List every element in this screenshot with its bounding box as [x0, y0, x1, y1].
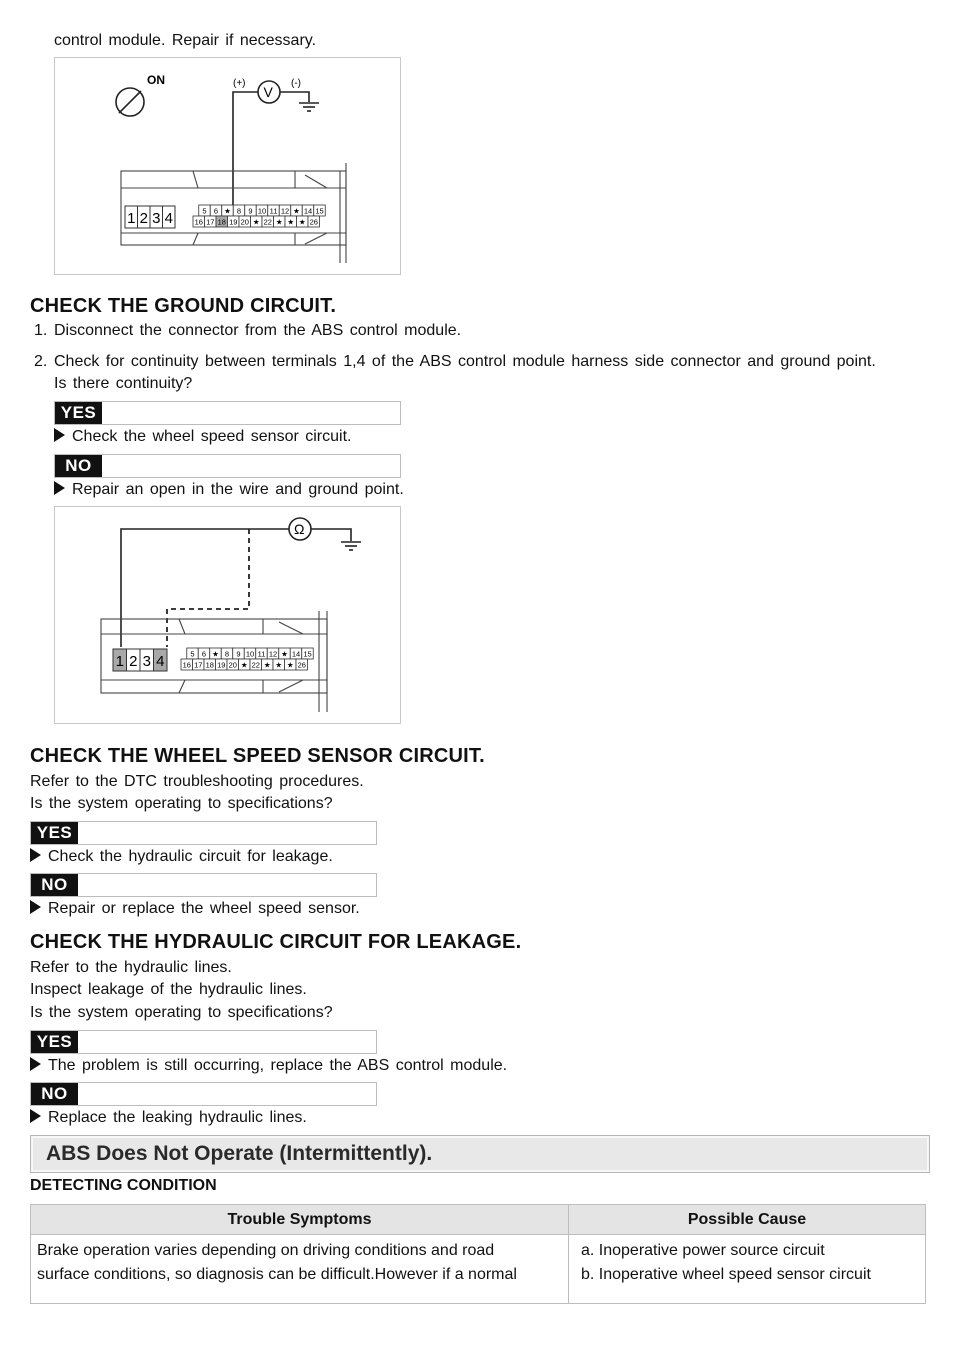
pin-label: 4: [164, 210, 173, 227]
pin-label: 19: [229, 217, 238, 227]
col-header-cause: Possible Cause: [569, 1205, 926, 1235]
yes-action: Check the hydraulic circuit for leakage.: [30, 847, 333, 867]
ground-symbol-icon: [341, 542, 361, 550]
yes-bar: [54, 401, 401, 425]
pin-label: 3: [142, 653, 151, 670]
cause-item: a. Inoperative power source circuit: [581, 1242, 825, 1259]
pin-label: ★: [275, 217, 283, 227]
arrow-right-icon: [30, 1057, 41, 1071]
pin-label: 9: [248, 206, 253, 216]
pin-label: ★: [286, 660, 294, 670]
pin-label: ★: [224, 206, 231, 216]
detecting-label: DETECTING CONDITION: [30, 1177, 217, 1194]
pin-label: 20: [228, 660, 237, 670]
step-number: 1.: [34, 322, 48, 339]
svg-text:V: V: [263, 84, 273, 100]
pin-label: 12: [280, 206, 290, 216]
svg-text:Ω: Ω: [294, 521, 305, 537]
pin-label: ★: [293, 206, 300, 216]
yes-bar: [30, 821, 377, 845]
pin-label: ★: [240, 660, 248, 670]
continuity-check-svg: [55, 507, 400, 723]
section-banner: [30, 1135, 930, 1173]
cause-item: b. Inoperative wheel speed sensor circuit: [581, 1266, 871, 1283]
pin-block-large: [125, 206, 175, 228]
pin-label: 5: [190, 649, 195, 659]
pin-label: 22: [263, 217, 272, 227]
pin-label: 16: [182, 660, 191, 670]
causes-cell: [569, 1235, 926, 1304]
arrow-right-icon: [30, 900, 41, 914]
pin-label: 2: [139, 210, 148, 227]
ground-circuit-heading: CHECK THE GROUND CIRCUIT.: [30, 295, 337, 317]
pin-block-large: [113, 649, 167, 671]
pin-label: 3: [152, 210, 161, 227]
continuity-check-diagram: [54, 506, 401, 724]
pin-label: 11: [269, 206, 278, 216]
no-action: Replace the leaking hydraulic lines.: [30, 1108, 307, 1128]
pin-label: ★: [263, 660, 271, 670]
yes-badge: YES: [31, 1031, 78, 1053]
no-bar: [30, 1082, 377, 1106]
pin-label: ★: [252, 217, 260, 227]
pin-label: 15: [303, 649, 312, 659]
pin-label: 10: [245, 649, 255, 659]
yes-badge: YES: [31, 822, 78, 844]
pin-label: 14: [303, 206, 313, 216]
pin-label: ★: [298, 217, 306, 227]
arrow-right-icon: [30, 848, 41, 862]
col-header-symptoms: Trouble Symptoms: [31, 1205, 569, 1235]
pin-label: 4: [156, 653, 165, 670]
plus-label: (+): [233, 78, 246, 89]
voltage-check-svg: [55, 58, 400, 274]
pin-label: 5: [202, 206, 207, 216]
yes-action: The problem is still occurring, replace the ABS control module.: [30, 1056, 507, 1076]
pin-label: 1: [127, 210, 136, 227]
pin-label: 22: [251, 660, 260, 670]
no-bar: [54, 454, 401, 478]
arrow-right-icon: [54, 428, 65, 442]
table-row: [31, 1235, 926, 1304]
body-text: Refer to the hydraulic lines.: [30, 959, 232, 976]
pin-label: 10: [257, 206, 267, 216]
pin-label: 9: [236, 649, 241, 659]
body-text: Is the system operating to specifications?: [30, 1004, 333, 1021]
pin-block-small: [193, 205, 325, 227]
question-text: Is there continuity?: [54, 375, 193, 392]
pin-label: ★: [281, 649, 288, 659]
pin-label: 6: [213, 206, 219, 216]
step-text: Check for continuity between terminals 1,4 of the ABS control module harness side connector and ground point.: [54, 353, 876, 370]
pin-label: 17: [206, 217, 215, 227]
wheel-sensor-heading: CHECK THE WHEEL SPEED SENSOR CIRCUIT.: [30, 745, 485, 767]
no-action: Repair an open in the wire and ground point.: [54, 480, 404, 500]
body-text: Inspect leakage of the hydraulic lines.: [30, 981, 307, 998]
no-badge: NO: [31, 874, 78, 896]
pin-label: 8: [224, 649, 230, 659]
symptom-line: Brake operation varies depending on driving conditions and road: [37, 1242, 495, 1259]
pin-label: 18: [205, 660, 214, 670]
yes-bar: [30, 1030, 377, 1054]
pin-label: 8: [236, 206, 242, 216]
pin-label: 20: [240, 217, 249, 227]
arrow-right-icon: [54, 481, 65, 495]
voltage-check-diagram: [54, 57, 401, 275]
symptom-line: surface conditions, so diagnosis can be difficult.However if a normal: [37, 1266, 517, 1283]
body-text: Refer to the DTC troubleshooting procedures.: [30, 773, 364, 790]
pin-label: 1: [115, 653, 124, 670]
banner-title: ABS Does Not Operate (Intermittently).: [46, 1142, 433, 1165]
pin-label: 26: [309, 217, 318, 227]
pin-block-small: [181, 648, 313, 670]
pin-label: ★: [275, 660, 283, 670]
yes-badge: YES: [55, 402, 102, 424]
no-badge: NO: [31, 1083, 78, 1105]
pin-label: 14: [291, 649, 301, 659]
pin-label: 6: [201, 649, 207, 659]
detecting-table: [30, 1204, 926, 1304]
symptoms-cell: [31, 1235, 569, 1304]
ground-symbol-icon: [299, 103, 319, 111]
pin-label: 2: [129, 653, 138, 670]
pin-label: 15: [315, 206, 324, 216]
no-badge: NO: [55, 455, 102, 477]
step-number: 2.: [34, 353, 48, 370]
body-text: Is the system operating to specifications?: [30, 795, 333, 812]
step-text: Disconnect the connector from the ABS control module.: [54, 322, 462, 339]
arrow-right-icon: [30, 1109, 41, 1123]
pin-label: 16: [194, 217, 203, 227]
pin-label: 26: [297, 660, 306, 670]
hydraulic-heading: CHECK THE HYDRAULIC CIRCUIT FOR LEAKAGE.: [30, 931, 522, 953]
ignition-label: ON: [147, 73, 165, 87]
pin-label: ★: [212, 649, 219, 659]
pin-label: 11: [257, 649, 266, 659]
no-bar: [30, 873, 377, 897]
pin-label: ★: [287, 217, 295, 227]
pin-label: 18: [217, 217, 226, 227]
intro-text: control module. Repair if necessary.: [54, 32, 317, 49]
pin-label: 12: [268, 649, 278, 659]
pin-label: 17: [194, 660, 203, 670]
minus-label: (-): [291, 78, 301, 89]
no-action: Repair or replace the wheel speed sensor.: [30, 899, 360, 919]
pin-label: 19: [217, 660, 226, 670]
yes-action: Check the wheel speed sensor circuit.: [54, 427, 351, 447]
